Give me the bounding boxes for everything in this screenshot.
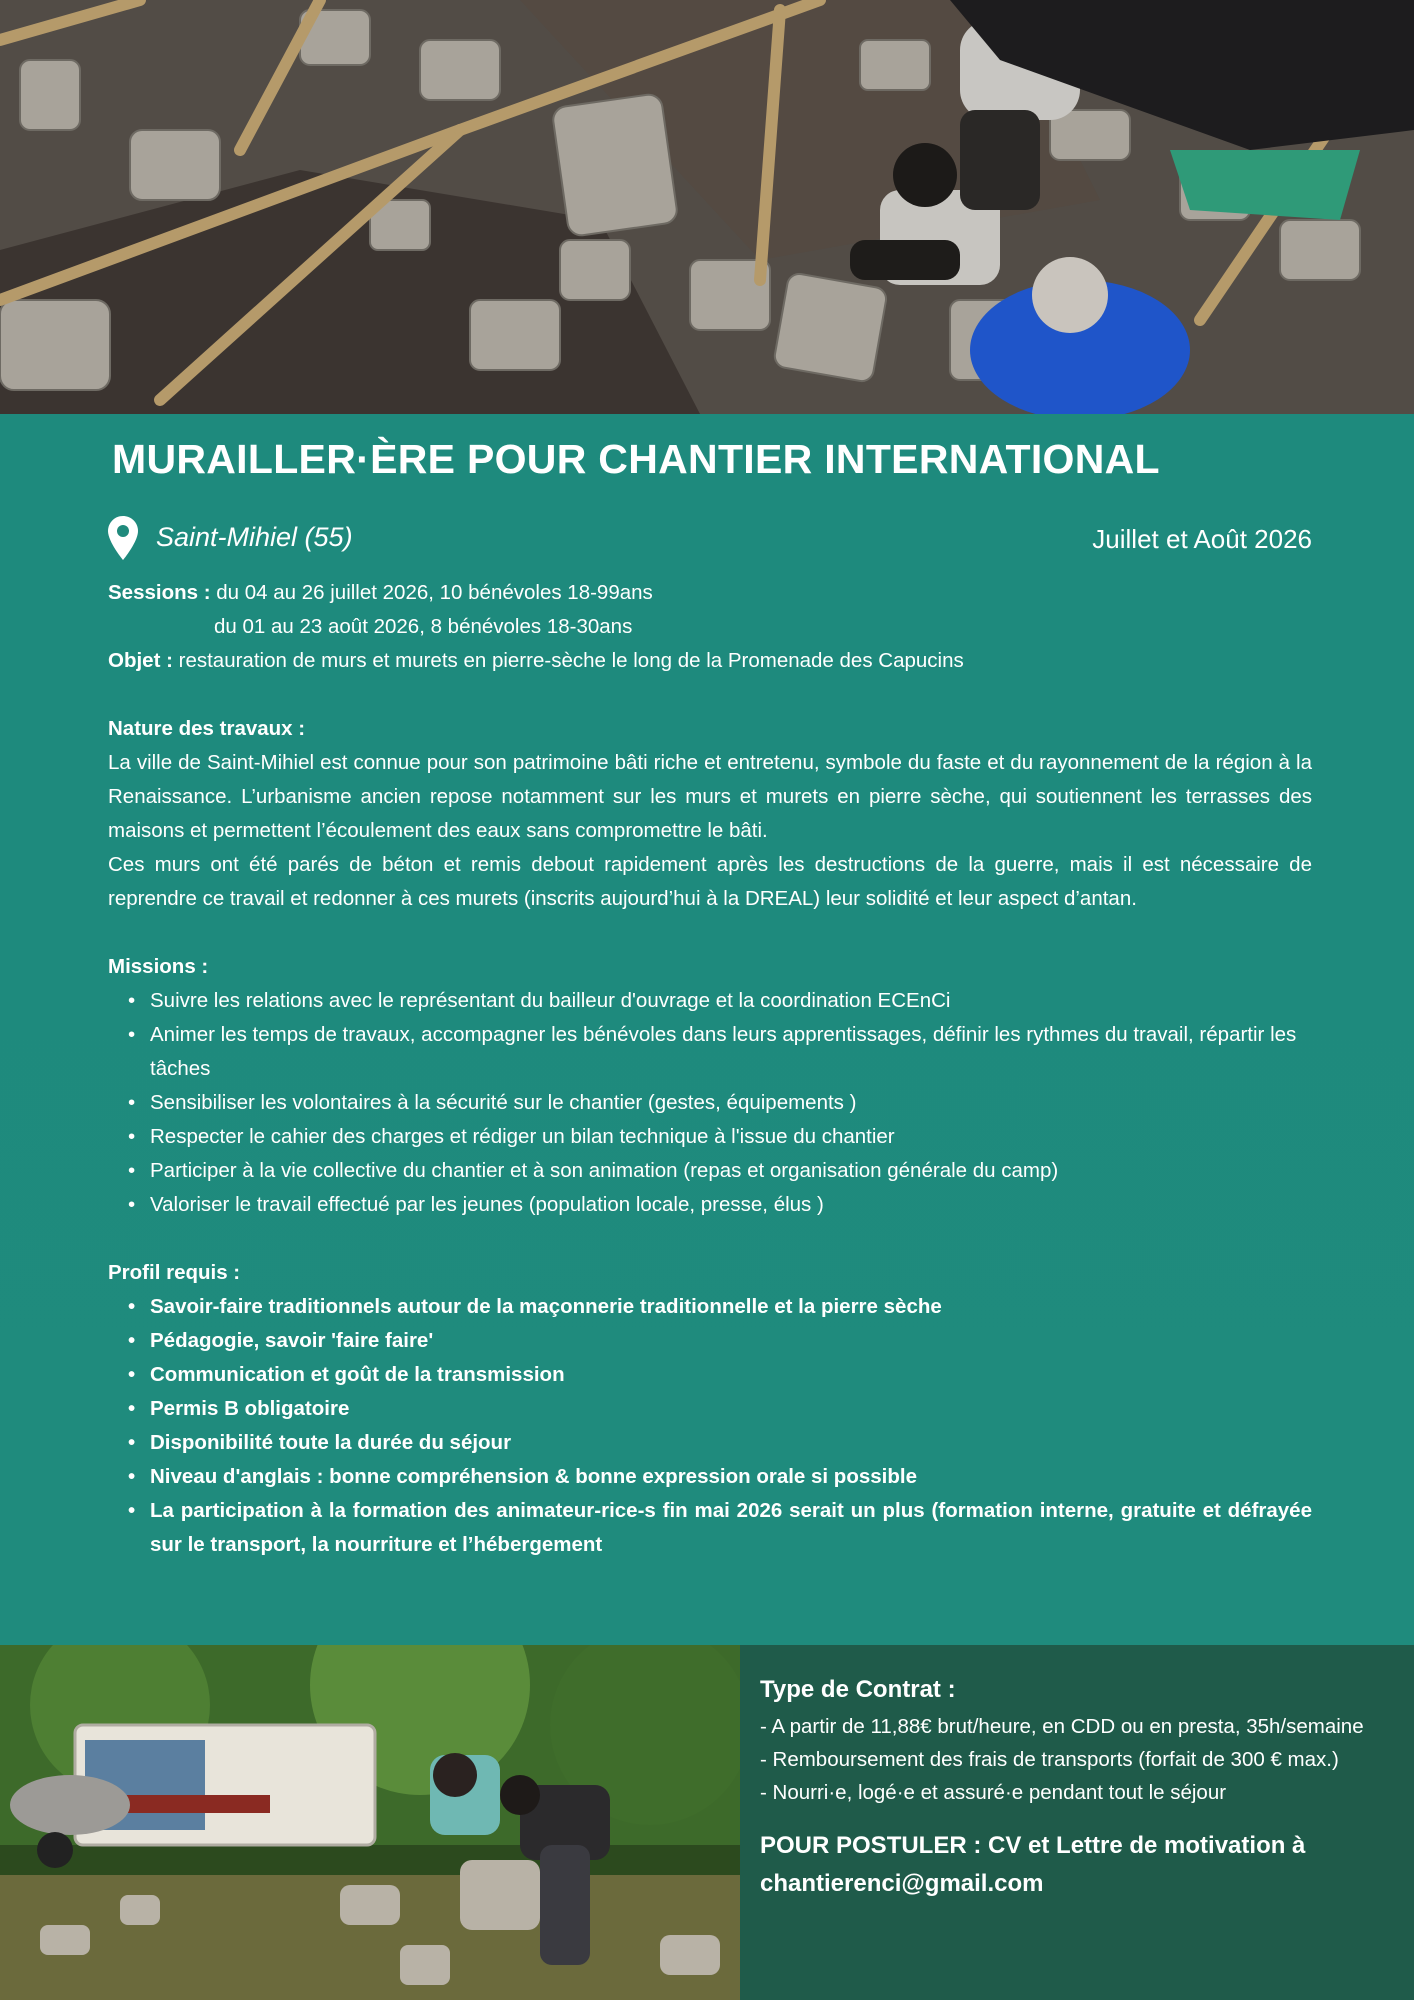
list-item: • Animer les temps de travaux, accompagner les bénévoles dans leurs apprentissages, définir les rythmes du travail, répartir les tâches <box>150 1018 1312 1086</box>
contract-line: - Remboursement des frais de transports (forfait de 300 € max.) <box>760 1748 1339 1771</box>
sessions-line-2: du 01 au 23 août 2026, 8 bénévoles 18-30ans <box>214 615 633 638</box>
list-item: • Savoir-faire traditionnels autour de la maçonnerie traditionnelle et la pierre sèche <box>150 1290 1312 1324</box>
missions-heading: Missions : <box>108 955 209 978</box>
job-description <box>108 576 1312 1562</box>
missions-list <box>108 984 1312 1222</box>
apply-text: POUR POSTULER : CV et Lettre de motivation à chantierenci@gmail.com <box>760 1832 1306 1897</box>
sessions-value-1: du 04 au 26 juillet 2026, 10 bénévoles 18-99ans <box>210 581 653 604</box>
list-item: • La participation à la formation des animateur-rice-s fin mai 2026 serait un plus (formation interne, gratuite et défrayée sur le transport, la nourriture et l’hébergement <box>150 1494 1312 1562</box>
list-item: • Permis B obligatoire <box>150 1392 1312 1426</box>
nature-heading: Nature des travaux : <box>108 717 306 740</box>
header-photo <box>0 0 1414 414</box>
list-item: • Disponibilité toute la durée du séjour <box>150 1426 1312 1460</box>
objet-text: restauration de murs et murets en pierre-sèche le long de la Promenade des Capucins <box>172 649 964 672</box>
contract-line: - Nourri·e, logé·e et assuré·e pendant tout le séjour <box>760 1781 1227 1804</box>
list-item: • Niveau d'anglais : bonne compréhension & bonne expression orale si possible <box>150 1460 1312 1494</box>
contract-content <box>760 1673 1390 1903</box>
list-item: • Communication et goût de la transmission <box>150 1358 1312 1392</box>
map-pin-icon <box>108 516 138 560</box>
list-item: • Respecter le cahier des charges et rédiger un bilan technique à l'issue du chantier <box>150 1120 1312 1154</box>
nature-paragraph-2: Ces murs ont été parés de béton et remis debout rapidement après les destructions de la guerre, mais il est nécessaire de reprendre ce travail et redonner à ces murets (inscrits aujourd’hui à la DREAL) leur solidité et leur aspect d’antan. <box>108 853 1312 910</box>
dates-text: Juillet et Août 2026 <box>1092 524 1312 554</box>
contract-panel <box>740 1645 1414 2000</box>
page-title: MURAILLER·ÈRE POUR CHANTIER INTERNATIONAL <box>112 436 1160 482</box>
list-item: • Pédagogie, savoir 'faire faire' <box>150 1324 1312 1358</box>
list-item: • Valoriser le travail effectué par les jeunes (population locale, presse, élus ) <box>150 1188 1312 1222</box>
sessions-label: Sessions : <box>108 581 211 604</box>
location-row <box>108 516 1312 560</box>
sessions-line-1 <box>108 576 1312 610</box>
nature-paragraph-1: La ville de Saint-Mihiel est connue pour son patrimoine bâti riche et entretenu, symbole du faste et du rayonnement de la région à la Renaissance. L’urbanisme ancien repose notamment sur les murs et murets en pierre sèche, qui soutiennent les terrasses des maisons et permettent l’écoulement des eaux sans compromettre le bâti. <box>108 751 1312 842</box>
profil-heading: Profil requis : <box>108 1261 241 1284</box>
contract-line: - A partir de 11,88€ brut/heure, en CDD ou en presta, 35h/semaine <box>760 1715 1364 1738</box>
contract-title: Type de Contrat : <box>760 1676 956 1703</box>
list-item: • Sensibiliser les volontaires à la sécurité sur le chantier (gestes, équipements ) <box>150 1086 1312 1120</box>
list-item: • Participer à la vie collective du chantier et à son animation (repas et organisation générale du camp) <box>150 1154 1312 1188</box>
list-item: • Suivre les relations avec le représentant du bailleur d'ouvrage et la coordination ECEnCi <box>150 984 1312 1018</box>
location-text: Saint-Mihiel (55) <box>156 522 353 552</box>
profil-list <box>108 1290 1312 1562</box>
footer-photo <box>0 1645 740 2000</box>
objet-line <box>108 644 1312 678</box>
objet-label: Objet : <box>108 649 173 672</box>
